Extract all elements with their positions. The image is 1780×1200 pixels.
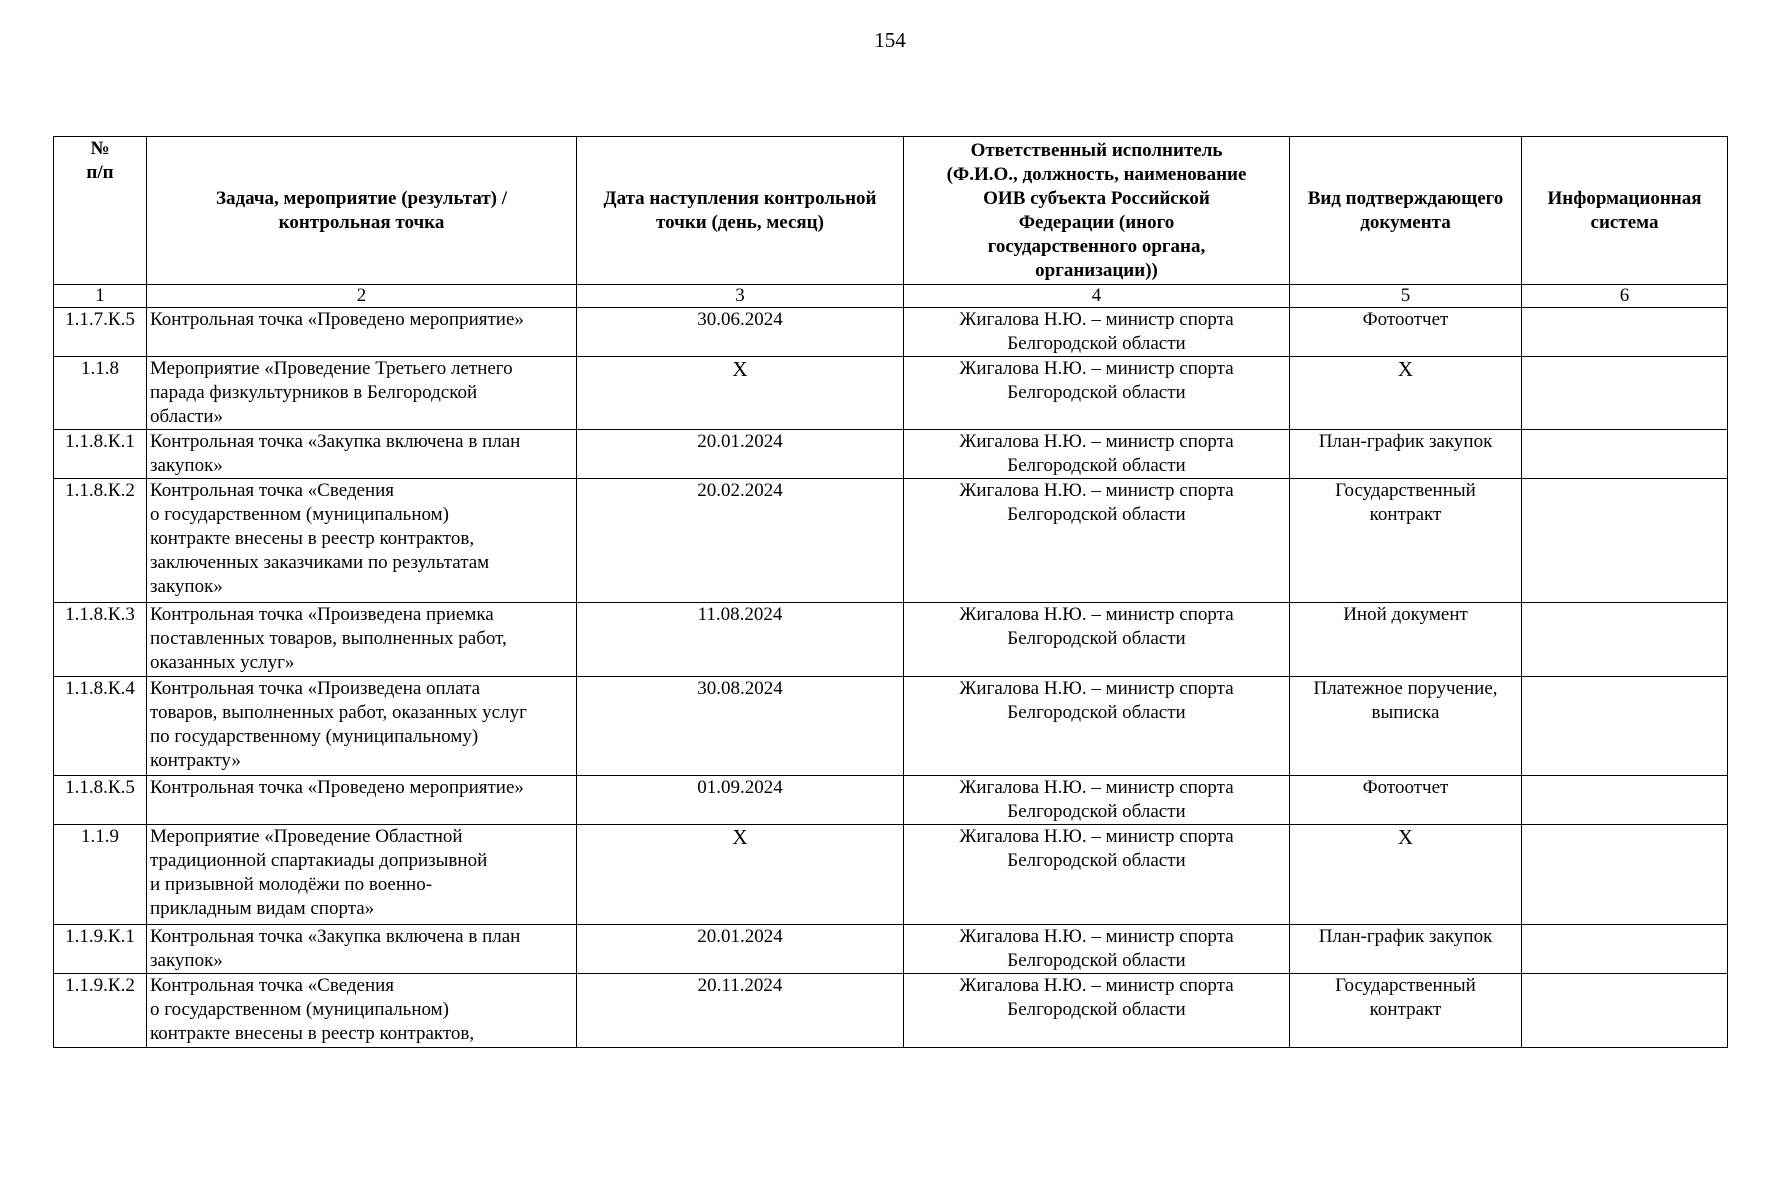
row-executor-cell: Жигалова Н.Ю. – министр спорта Белгородской области (904, 677, 1290, 776)
table-row (54, 603, 1728, 677)
row-task-cell: Контрольная точка «Проведено мероприятие» (147, 776, 577, 825)
row-system-cell (1522, 357, 1728, 430)
header-executor: Ответственный исполнитель (Ф.И.О., должность, наименование ОИВ субъекта Российской Федерации (иного государственного органа, организации)) (904, 137, 1290, 285)
row-date-cell: 20.02.2024 (577, 479, 904, 603)
row-system-cell (1522, 603, 1728, 677)
column-number: 4 (904, 285, 1290, 308)
row-system-cell (1522, 308, 1728, 357)
row-task-cell: Контрольная точка «Сведения о государственном (муниципальном) контракте внесены в реестр контрактов, заключенных заказчиками по результатам закупок» (147, 479, 577, 603)
row-executor-cell: Жигалова Н.Ю. – министр спорта Белгородской области (904, 308, 1290, 357)
row-number-cell: 1.1.8.К.5 (54, 776, 147, 825)
page-number: 154 (874, 28, 906, 52)
table-row (54, 776, 1728, 825)
row-system-cell (1522, 974, 1728, 1048)
row-number-cell: 1.1.9.К.1 (54, 925, 147, 974)
table-row (54, 677, 1728, 776)
table-row (54, 357, 1728, 430)
row-date-cell: X (577, 825, 904, 925)
row-task-cell: Мероприятие «Проведение Областной традиционной спартакиады допризывной и призывной молодёжи по военно- прикладным видам спорта» (147, 825, 577, 925)
row-date-cell: 20.01.2024 (577, 430, 904, 479)
row-document-cell: X (1290, 357, 1522, 430)
row-executor-cell: Жигалова Н.Ю. – министр спорта Белгородской области (904, 430, 1290, 479)
row-date-cell: 20.11.2024 (577, 974, 904, 1048)
row-number-cell: 1.1.8.К.4 (54, 677, 147, 776)
row-number-cell: 1.1.8.К.2 (54, 479, 147, 603)
column-number: 2 (147, 285, 577, 308)
table-row (54, 308, 1728, 357)
column-number: 6 (1522, 285, 1728, 308)
row-task-cell: Контрольная точка «Произведена оплата товаров, выполненных работ, оказанных услуг по государственному (муниципальному) контракту» (147, 677, 577, 776)
header-date: Дата наступления контрольной точки (день, месяц) (577, 137, 904, 285)
table-header-row (54, 137, 1728, 285)
row-executor-cell: Жигалова Н.Ю. – министр спорта Белгородской области (904, 925, 1290, 974)
control-points-table (53, 136, 1728, 1048)
table-row (54, 925, 1728, 974)
row-task-cell: Мероприятие «Проведение Третьего летнего парада физкультурников в Белгородской области» (147, 357, 577, 430)
row-executor-cell: Жигалова Н.Ю. – министр спорта Белгородской области (904, 776, 1290, 825)
row-executor-cell: Жигалова Н.Ю. – министр спорта Белгородской области (904, 974, 1290, 1048)
row-document-cell: Государственный контракт (1290, 479, 1522, 603)
row-task-cell: Контрольная точка «Проведено мероприятие» (147, 308, 577, 357)
column-number: 5 (1290, 285, 1522, 308)
row-document-cell: План-график закупок (1290, 925, 1522, 974)
row-date-cell: 30.08.2024 (577, 677, 904, 776)
row-date-cell: 11.08.2024 (577, 603, 904, 677)
row-executor-cell: Жигалова Н.Ю. – министр спорта Белгородской области (904, 603, 1290, 677)
row-document-cell: Иной документ (1290, 603, 1522, 677)
table-row (54, 974, 1728, 1048)
header-task: Задача, мероприятие (результат) / контрольная точка (147, 137, 577, 285)
table-body (54, 308, 1728, 1048)
header-number: № п/п (54, 137, 147, 285)
row-system-cell (1522, 925, 1728, 974)
row-document-cell: Платежное поручение, выписка (1290, 677, 1522, 776)
column-number: 3 (577, 285, 904, 308)
column-number: 1 (54, 285, 147, 308)
row-date-cell: 01.09.2024 (577, 776, 904, 825)
row-system-cell (1522, 825, 1728, 925)
header-document: Вид подтверждающего документа (1290, 137, 1522, 285)
row-document-cell: Государственный контракт (1290, 974, 1522, 1048)
row-number-cell: 1.1.9 (54, 825, 147, 925)
row-executor-cell: Жигалова Н.Ю. – министр спорта Белгородской области (904, 357, 1290, 430)
row-document-cell: X (1290, 825, 1522, 925)
row-date-cell: 30.06.2024 (577, 308, 904, 357)
header-system: Информационная система (1522, 137, 1728, 285)
row-task-cell: Контрольная точка «Произведена приемка поставленных товаров, выполненных работ, оказанных услуг» (147, 603, 577, 677)
row-executor-cell: Жигалова Н.Ю. – министр спорта Белгородской области (904, 825, 1290, 925)
row-number-cell: 1.1.8.К.3 (54, 603, 147, 677)
row-task-cell: Контрольная точка «Сведения о государственном (муниципальном) контракте внесены в реестр контрактов, (147, 974, 577, 1048)
row-date-cell: 20.01.2024 (577, 925, 904, 974)
row-system-cell (1522, 776, 1728, 825)
column-number-row (54, 285, 1728, 308)
table-row (54, 825, 1728, 925)
row-system-cell (1522, 677, 1728, 776)
row-task-cell: Контрольная точка «Закупка включена в план закупок» (147, 925, 577, 974)
row-task-cell: Контрольная точка «Закупка включена в план закупок» (147, 430, 577, 479)
row-executor-cell: Жигалова Н.Ю. – министр спорта Белгородской области (904, 479, 1290, 603)
row-date-cell: X (577, 357, 904, 430)
row-document-cell: Фотоотчет (1290, 776, 1522, 825)
row-system-cell (1522, 430, 1728, 479)
row-number-cell: 1.1.8 (54, 357, 147, 430)
row-number-cell: 1.1.8.К.1 (54, 430, 147, 479)
row-document-cell: Фотоотчет (1290, 308, 1522, 357)
table-row (54, 430, 1728, 479)
row-document-cell: План-график закупок (1290, 430, 1522, 479)
row-number-cell: 1.1.9.К.2 (54, 974, 147, 1048)
row-number-cell: 1.1.7.К.5 (54, 308, 147, 357)
row-system-cell (1522, 479, 1728, 603)
table-row (54, 479, 1728, 603)
